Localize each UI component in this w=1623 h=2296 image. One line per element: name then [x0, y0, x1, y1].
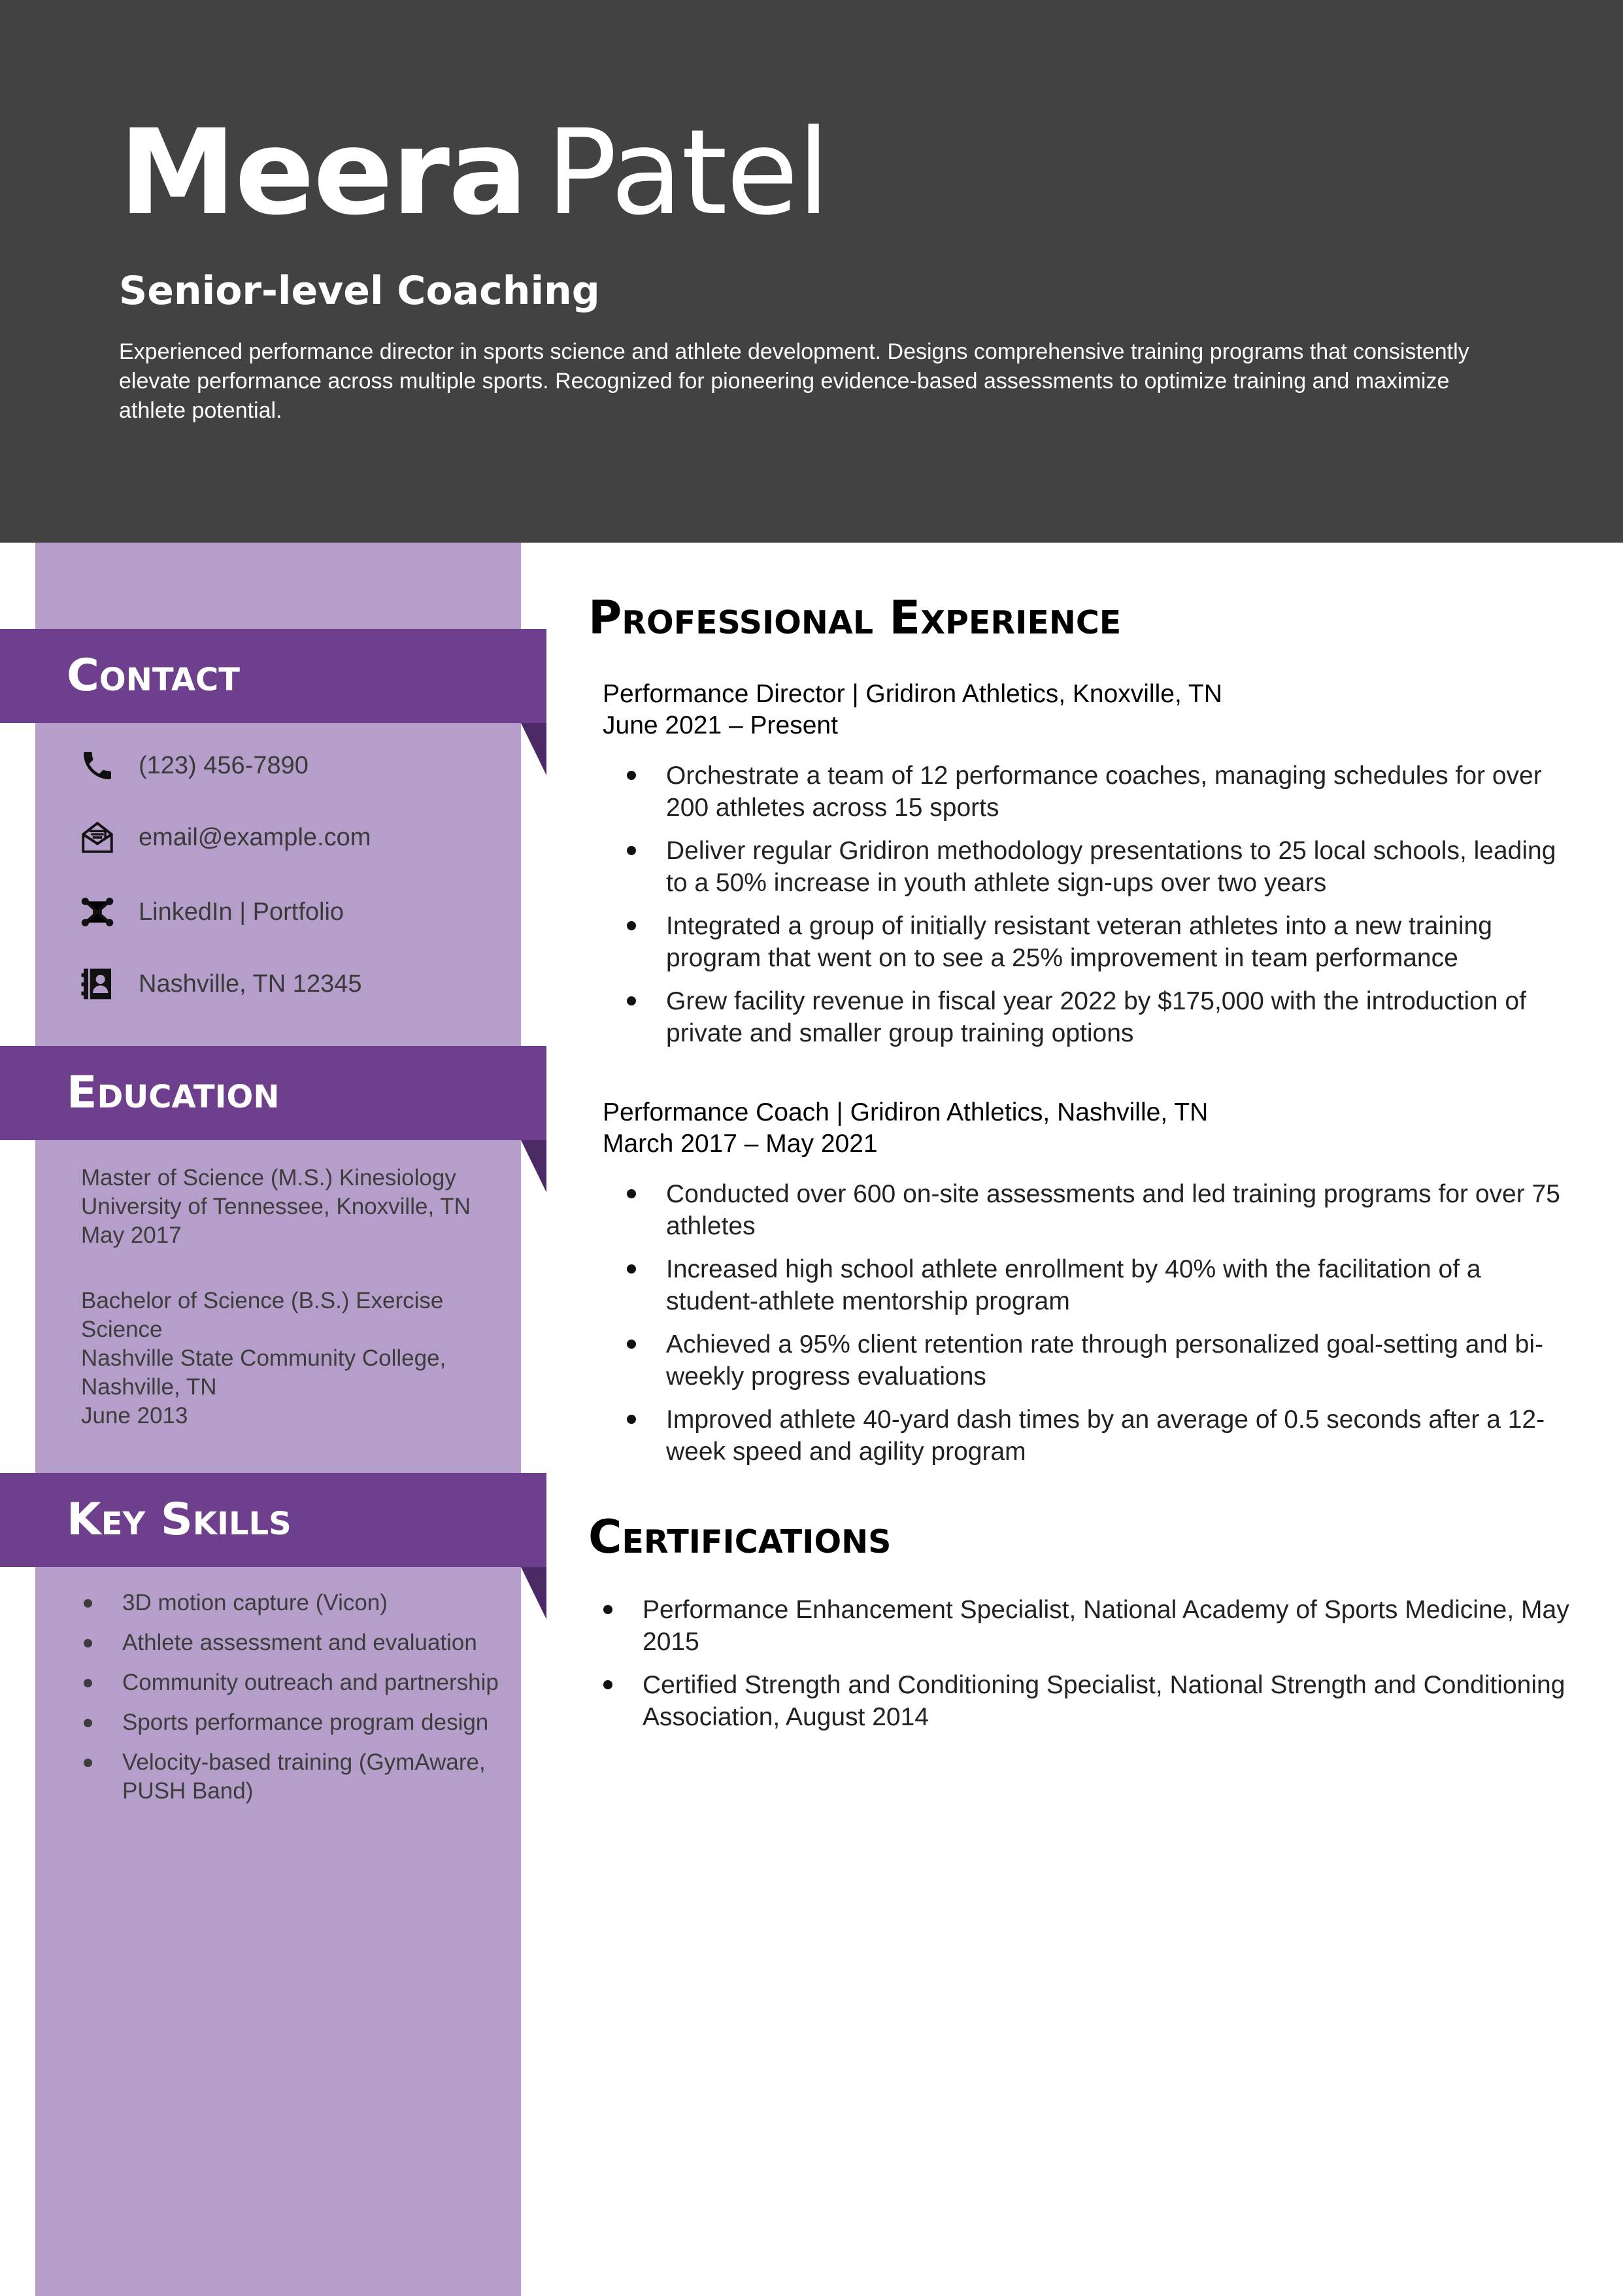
contact-address [78, 961, 361, 1007]
contact-title: Contact [67, 650, 241, 701]
skill-item: Velocity-based training (GymAware, PUSH Band) [81, 1748, 506, 1806]
skill-item: Sports performance program design [81, 1708, 506, 1737]
contact-section-header [0, 629, 546, 723]
experience-title: Professional Experience [588, 591, 1122, 645]
email-text: email@example.com [139, 823, 371, 851]
last-name: Patel [546, 105, 829, 241]
graduation-date: June 2013 [81, 1403, 188, 1428]
contact-phone [78, 743, 309, 788]
school: Nashville State Community College, Nashville, TN [81, 1345, 446, 1400]
job-dates: March 2017 – May 2021 [603, 1130, 878, 1158]
certifications-title: Certifications [588, 1510, 892, 1564]
job-bullet: Orchestrate a team of 12 performance coaches, managing schedules for over 200 athletes across 15 sports [603, 760, 1577, 824]
headline: Senior-level Coaching [119, 268, 600, 314]
skill-item: 3D motion capture (Vicon) [81, 1589, 506, 1617]
phone-icon [78, 747, 116, 785]
degree: Bachelor of Science (B.S.) Exercise Science [81, 1288, 444, 1342]
network-icon [78, 893, 116, 931]
skill-item: Athlete assessment and evaluation [81, 1629, 506, 1657]
certification-item: Certified Strength and Conditioning Specialist, National Strength and Conditioning Association, August 2014 [600, 1669, 1574, 1733]
job-dates: June 2021 – Present [603, 711, 838, 739]
certifications-list [600, 1594, 1574, 1744]
address-text: Nashville, TN 12345 [139, 970, 362, 998]
address-book-icon [78, 965, 116, 1003]
degree: Master of Science (M.S.) Kinesiology [81, 1165, 456, 1190]
skills-title: Key Skills [67, 1494, 292, 1545]
job-bullet: Deliver regular Gridiron methodology presentations to 25 local schools, leading to a 50% increase in youth athlete sign-ups over two years [603, 835, 1577, 899]
job-bullets [603, 1178, 1577, 1479]
education-title: Education [67, 1067, 280, 1119]
job-bullet: Achieved a 95% client retention rate through personalized goal-setting and bi-weekly progress evaluations [603, 1328, 1577, 1393]
job-bullets [603, 760, 1577, 1060]
job-bullet: Conducted over 600 on-site assessments and led training programs for over 75 athletes [603, 1178, 1577, 1242]
contact-email [78, 815, 371, 860]
skills-band-fold [521, 1567, 546, 1619]
job-header [603, 1097, 1208, 1160]
contact-links [78, 889, 344, 935]
school: University of Tennessee, Knoxville, TN [81, 1194, 471, 1219]
first-name: Meera [119, 105, 527, 241]
resume-header [0, 0, 1623, 543]
education-section-header [0, 1046, 546, 1140]
envelope-icon [78, 819, 116, 856]
job-title-line: Performance Director | Gridiron Athletics, Knoxville, TN [603, 680, 1222, 708]
contact-band-fold [521, 723, 546, 775]
skills-list [81, 1589, 506, 1817]
links-text[interactable]: LinkedIn | Portfolio [139, 898, 344, 926]
job-bullet: Increased high school athlete enrollment by 40% with the facilitation of a student-athlete mentorship program [603, 1253, 1577, 1317]
graduation-date: May 2017 [81, 1223, 182, 1248]
certification-item: Performance Enhancement Specialist, National Academy of Sports Medicine, May 2015 [600, 1594, 1574, 1658]
education-entry [81, 1164, 499, 1250]
summary: Experienced performance director in sports science and athlete development. Designs comprehensive training programs that consistently elevate performance across multiple sports. Recognized for pioneering evidence-based assessments to optimize training and maximize athlete potential. [119, 339, 1469, 423]
job-bullet: Grew facility revenue in fiscal year 2022 by $175,000 with the introduction of private and smaller group training options [603, 985, 1577, 1049]
full-name [119, 105, 829, 241]
education-band-fold [521, 1140, 546, 1192]
job-bullet: Integrated a group of initially resistant veteran athletes into a new training program that went on to see a 25% improvement in team performance [603, 910, 1577, 974]
phone-text: (123) 456-7890 [139, 751, 309, 779]
education-entry [81, 1287, 480, 1430]
job-header [603, 679, 1222, 741]
job-bullet: Improved athlete 40-yard dash times by an average of 0.5 seconds after a 12-week speed and agility program [603, 1404, 1577, 1468]
skills-section-header [0, 1473, 546, 1567]
skill-item: Community outreach and partnership [81, 1668, 506, 1697]
job-title-line: Performance Coach | Gridiron Athletics, Nashville, TN [603, 1098, 1209, 1126]
